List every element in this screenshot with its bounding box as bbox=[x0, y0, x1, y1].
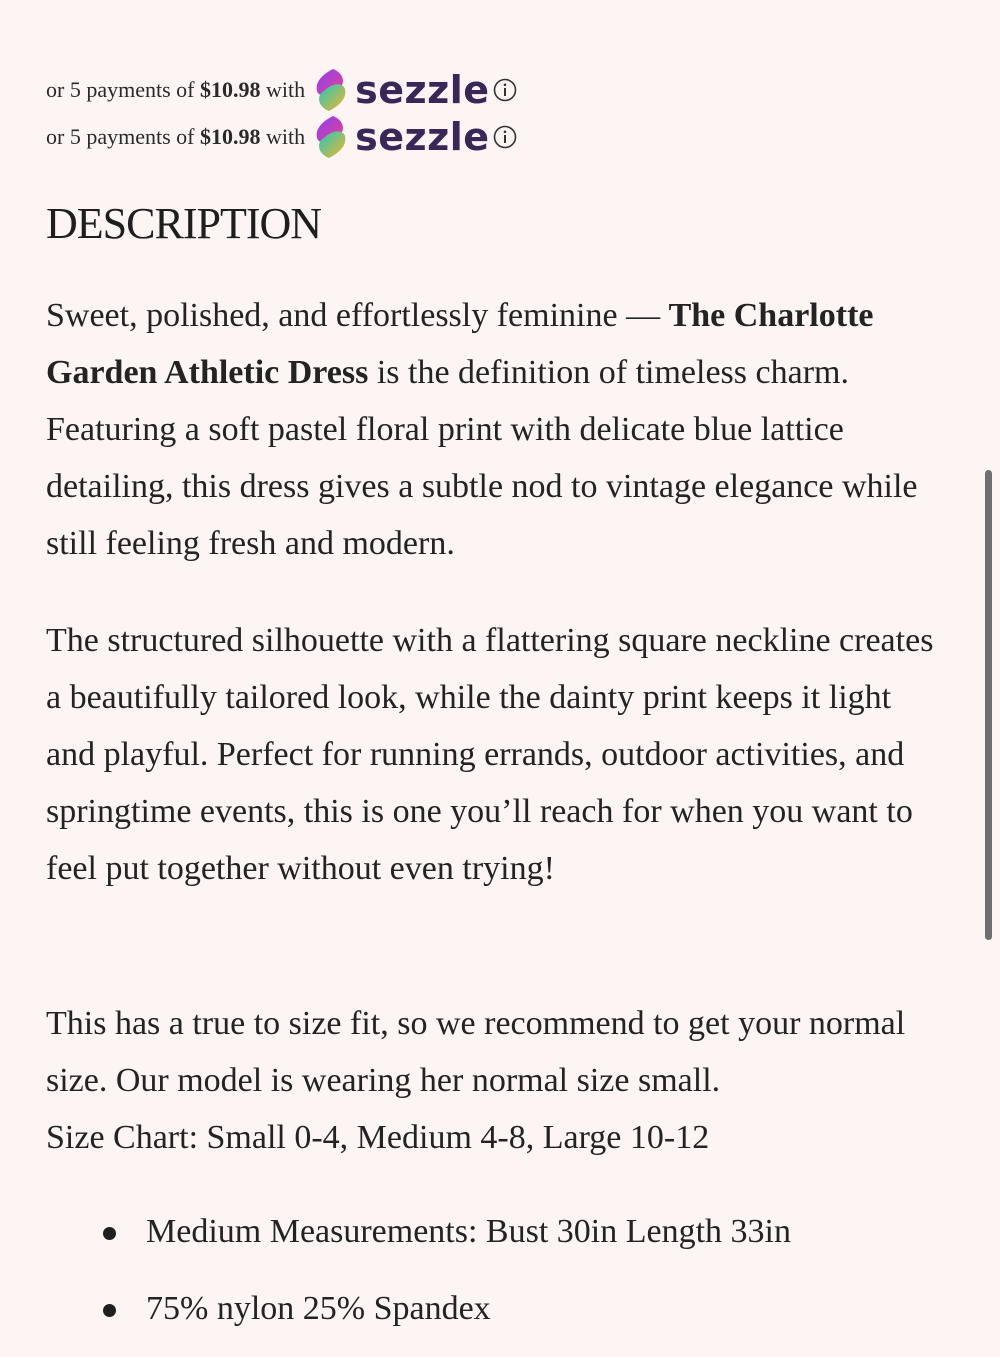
info-icon[interactable] bbox=[493, 125, 517, 149]
product-details-list bbox=[46, 1203, 946, 1357]
description-paragraph-3 bbox=[46, 995, 946, 1166]
payment-amount: $10.98 bbox=[199, 77, 261, 102]
list-item bbox=[46, 1280, 946, 1337]
payment-prefix: or 5 payments of bbox=[46, 77, 200, 102]
payment-text bbox=[46, 124, 305, 150]
sezzle-wordmark: sezzle bbox=[355, 68, 490, 112]
paragraph-lead: Sweet, polished, and effortlessly feminine — bbox=[46, 297, 669, 334]
bullet-icon bbox=[103, 1227, 116, 1240]
description-heading: DESCRIPTION bbox=[46, 199, 322, 248]
payment-suffix: with bbox=[260, 124, 306, 149]
description-paragraph-2: The structured silhouette with a flattering square neckline creates a beautifully tailored look, while the dainty print keeps it light and playful. Perfect for running errands, outdoor activities, and springtime events, this is one you’ll reach for when you want to feel put together without even trying! bbox=[46, 622, 934, 887]
payment-suffix: with bbox=[260, 77, 306, 102]
sezzle-payment-row bbox=[46, 67, 517, 113]
scrollbar-thumb[interactable] bbox=[985, 470, 992, 940]
payment-prefix: or 5 payments of bbox=[46, 124, 200, 149]
size-chart: Size Chart: Small 0-4, Medium 4-8, Large 10-12 bbox=[46, 1119, 710, 1156]
description-paragraph-1 bbox=[46, 287, 946, 572]
paragraph-rest: is the definition of timeless charm. Featuring a soft pastel floral print with delicate blue lattice detailing, this dress gives a subtle nod to vintage elegance while still feeling fresh and modern. bbox=[46, 354, 918, 562]
sezzle-logo-icon bbox=[311, 67, 351, 113]
product-name: The Charlotte Garden Athletic Dress bbox=[46, 297, 874, 391]
bullet-icon bbox=[103, 1304, 116, 1317]
list-item-text: Medium Measurements: Bust 30in Length 33in bbox=[146, 1213, 791, 1250]
fit-note: This has a true to size fit, so we recommend to get your normal size. Our model is wearing her normal size small. bbox=[46, 1005, 906, 1099]
payment-text bbox=[46, 77, 305, 103]
sezzle-wordmark: sezzle bbox=[355, 115, 490, 159]
payment-amount: $10.98 bbox=[199, 124, 261, 149]
list-item bbox=[46, 1203, 946, 1260]
info-icon[interactable] bbox=[493, 78, 517, 102]
sezzle-logo-icon bbox=[311, 114, 351, 160]
list-item-text: 75% nylon 25% Spandex bbox=[146, 1290, 491, 1327]
sezzle-payment-row bbox=[46, 114, 517, 160]
